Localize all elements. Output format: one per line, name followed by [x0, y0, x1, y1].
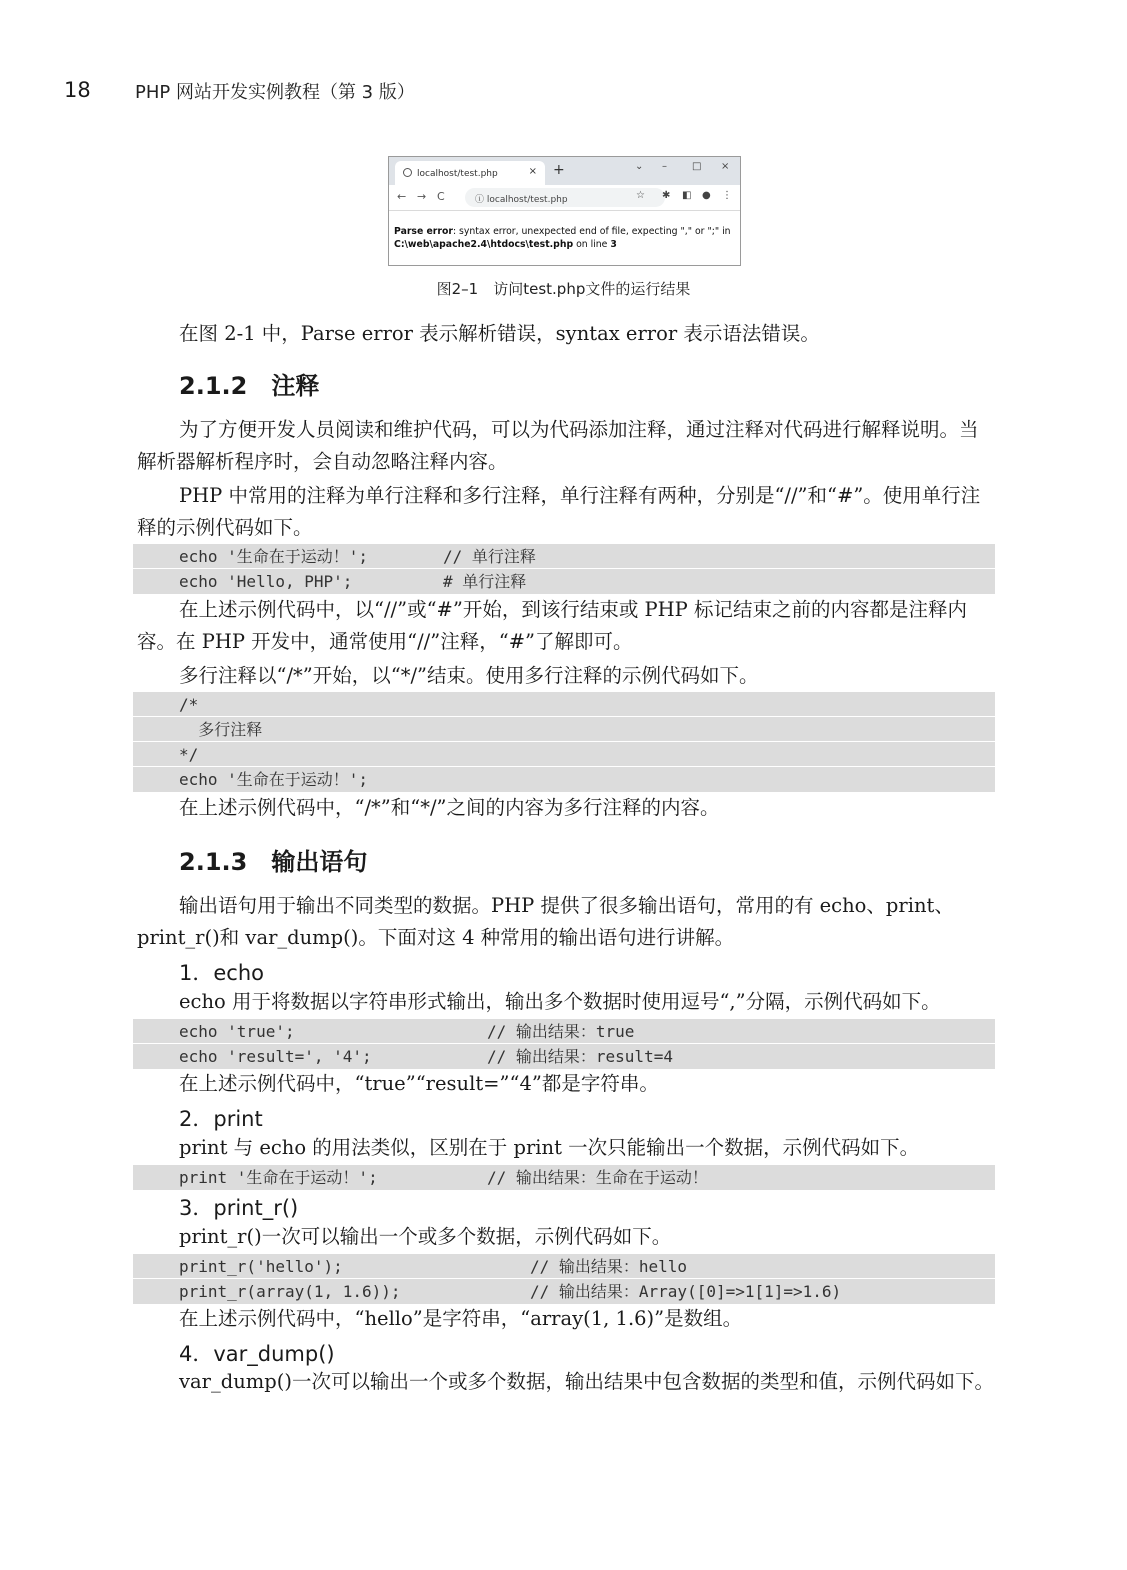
menu-icon[interactable]: ⋮: [722, 190, 732, 201]
browser-tab[interactable]: [395, 161, 545, 185]
back-icon[interactable]: ←: [397, 190, 407, 203]
paragraph: echo 用于将数据以字符串形式输出，输出多个数据时使用逗号“,”分隔，示例代码如下。: [179, 990, 941, 1013]
section-heading: 2.1.2 注释: [179, 372, 320, 400]
extensions-icon[interactable]: ✱: [662, 190, 671, 201]
code-comment: // 输出结果：生命在于运动！: [487, 1168, 708, 1187]
code-line: [133, 1279, 995, 1304]
page-number: 18: [64, 78, 91, 102]
error-label: Parse error: [394, 226, 453, 237]
paragraph: print 与 echo 的用法类似，区别在于 print 一次只能输出一个数据，示例代码如下。: [179, 1136, 920, 1159]
error-line-number: 3: [610, 239, 617, 250]
code-block: [133, 544, 995, 594]
globe-icon: [403, 168, 412, 177]
minimize-icon[interactable]: –: [662, 161, 667, 172]
code-line: [133, 1254, 995, 1279]
code-line: [133, 767, 995, 792]
code-text: print_r('hello');: [179, 1257, 343, 1276]
section-heading: 2.1.3 输出语句: [179, 848, 368, 876]
forward-icon[interactable]: →: [417, 190, 427, 203]
code-comment: // 输出结果：result=4: [487, 1047, 673, 1066]
maximize-icon[interactable]: □: [692, 161, 702, 172]
code-line: [133, 1019, 995, 1044]
code-text: print_r(array(1, 1.6));: [179, 1282, 401, 1301]
figure-caption: 图2–1 访问test.php文件的运行结果: [436, 280, 691, 298]
code-comment: // 输出结果：Array([0]=>1[1]=>1.6): [530, 1282, 842, 1301]
paragraph: 在上述示例代码中，“true”“result=”“4”都是字符串。: [179, 1072, 659, 1095]
close-window-icon[interactable]: ×: [721, 161, 730, 172]
code-line: [133, 717, 995, 742]
code-block: [133, 1254, 995, 1304]
code-line: [133, 544, 995, 569]
paragraph: PHP 中常用的注释为单行注释和多行注释，单行注释有两种，分别是“//”和“#”。使用单行注释的示例代码如下。: [137, 484, 981, 539]
subsection-heading: 4．var_dump(): [179, 1342, 335, 1366]
code-text: echo '生命在于运动！';: [179, 547, 369, 566]
code-line: [133, 742, 995, 767]
code-comment: // 输出结果：hello: [530, 1257, 688, 1276]
address-bar[interactable]: ⓘ localhost/test.php: [465, 188, 665, 207]
code-text: echo 'result=', '4';: [179, 1047, 372, 1066]
code-comment: # 单行注释: [443, 572, 527, 591]
code-line: [133, 692, 995, 717]
code-text: 多行注释: [179, 720, 263, 739]
error-path: C:\web\apache2.4\htdocs\test.php: [394, 239, 574, 250]
browser-toolbar: [389, 185, 740, 211]
error-text: : syntax error, unexpected end of file, expecting "," or ";" in: [452, 226, 731, 237]
subsection-heading: 3．print_r(): [179, 1196, 299, 1220]
code-line: [133, 1165, 995, 1190]
paragraph: 在上述示例代码中，“/*”和“*/”之间的内容为多行注释的内容。: [179, 796, 720, 819]
tab-search-icon[interactable]: ⌄: [635, 161, 644, 172]
code-text: print '生命在于运动！';: [179, 1168, 378, 1187]
profile-icon[interactable]: ●: [702, 190, 711, 201]
paragraph: 在上述示例代码中，“hello”是字符串，“array(1, 1.6)”是数组。: [179, 1307, 743, 1330]
subsection-heading: 1．echo: [179, 961, 264, 985]
error-line-prefix: on line: [573, 239, 611, 250]
address-text: localhost/test.php: [486, 195, 568, 205]
reload-icon[interactable]: C: [437, 190, 445, 203]
code-comment: // 单行注释: [443, 547, 536, 566]
page-content: [394, 225, 731, 251]
paragraph: 输出语句用于输出不同类型的数据。PHP 提供了很多输出语句，常用的有 echo、print、print_r()和 var_dump()。下面对这 4 种常用的输出语句进行讲解。: [137, 894, 954, 949]
bookmark-star-icon[interactable]: ☆: [636, 190, 645, 201]
code-line: [133, 569, 995, 594]
side-panel-icon[interactable]: ◧: [682, 190, 692, 201]
new-tab-icon[interactable]: +: [553, 162, 565, 178]
code-text: echo 'true';: [179, 1022, 295, 1041]
running-header: PHP 网站开发实例教程（第 3 版）: [135, 82, 415, 103]
paragraph: var_dump()一次可以输出一个或多个数据，输出结果中包含数据的类型和值，示例代码如下。: [179, 1370, 994, 1393]
code-comment: // 输出结果：true: [487, 1022, 635, 1041]
code-text: echo '生命在于运动！';: [179, 770, 369, 789]
code-text: /*: [179, 695, 199, 714]
paragraph: 为了方便开发人员阅读和维护代码，可以为代码添加注释，通过注释对代码进行解释说明。当解析器解析程序时，会自动忽略注释内容。: [137, 418, 979, 473]
code-text: */: [179, 745, 199, 764]
paragraph: print_r()一次可以输出一个或多个数据，示例代码如下。: [179, 1225, 672, 1248]
code-text: echo 'Hello, PHP';: [179, 572, 353, 591]
code-block: [133, 1019, 995, 1069]
browser-screenshot: [388, 156, 741, 266]
code-block: [133, 692, 995, 792]
paragraph: 在图 2-1 中，Parse error 表示解析错误，syntax error 表示语法错误。: [179, 322, 820, 345]
browser-tab-bar: [389, 157, 740, 185]
paragraph: 在上述示例代码中，以“//”或“#”开始，到该行结束或 PHP 标记结束之前的内容都是注释内容。在 PHP 开发中，通常使用“//”注释，“#”了解即可。: [137, 598, 967, 653]
tab-title: localhost/test.php: [417, 169, 498, 179]
tab-close-icon[interactable]: ×: [528, 166, 537, 177]
paragraph: 多行注释以“/*”开始，以“*/”结束。使用多行注释的示例代码如下。: [179, 664, 759, 687]
code-block: [133, 1165, 995, 1190]
subsection-heading: 2．print: [179, 1107, 263, 1131]
code-line: [133, 1044, 995, 1069]
